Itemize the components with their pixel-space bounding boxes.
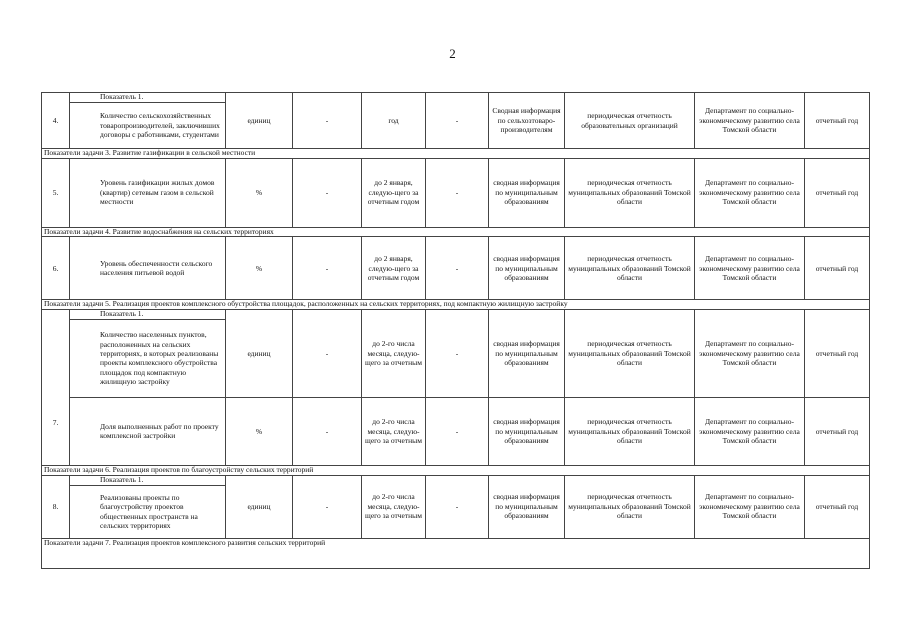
deadline: до 2-го числа месяца, следую-щего за отчетным bbox=[362, 475, 426, 538]
info-source: сводная информация по муниципальным образованиям bbox=[489, 397, 565, 465]
indicator-name: Уровень газификации жилых домов (квартир) сетевым газом в сельской местности bbox=[70, 158, 226, 227]
row-number: 4. bbox=[42, 93, 70, 149]
info-source: сводная информация по муниципальным образованиям bbox=[489, 237, 565, 300]
period: отчетный год bbox=[805, 158, 870, 227]
section-row bbox=[42, 149, 870, 159]
indicator-name: Количество населенных пунктов, расположенных на сельских территориях, в которых реализованы проекты комплексного обустройства площадок под компактную жилищную застройку bbox=[70, 319, 226, 397]
dash-cell: - bbox=[293, 158, 362, 227]
page-number: 2 bbox=[449, 46, 456, 61]
dash-cell: - bbox=[293, 237, 362, 300]
reporting-form: периодическая отчетность муниципальных образований Томской области bbox=[565, 397, 695, 465]
reporting-form: периодическая отчетность муниципальных образований Томской области bbox=[565, 237, 695, 300]
indicator-label: Показатель 1. bbox=[70, 309, 226, 319]
dash-cell: - bbox=[426, 237, 489, 300]
reporting-form: периодическая отчетность муниципальных образований Томской области bbox=[565, 309, 695, 397]
dash-cell: - bbox=[426, 475, 489, 538]
dash-cell: - bbox=[426, 309, 489, 397]
indicators-table bbox=[41, 92, 870, 569]
table-row bbox=[42, 158, 870, 227]
period: отчетный год bbox=[805, 475, 870, 538]
section-row bbox=[42, 227, 870, 237]
dash-cell: - bbox=[293, 475, 362, 538]
section-row bbox=[42, 300, 870, 310]
indicator-name: Количество сельскохозяйственных товаропроизводителей, заключивших договоры с работниками, студентами bbox=[70, 103, 226, 149]
info-source: сводная информация по муниципальным образованиям bbox=[489, 309, 565, 397]
row-number: 5. bbox=[42, 158, 70, 227]
deadline: год bbox=[362, 93, 426, 149]
section-title: Показатели задачи 4. Развитие водоснабжения на сельских территориях bbox=[42, 227, 870, 237]
section-title: Показатели задачи 3. Развитие газификации в сельской местности bbox=[42, 149, 870, 159]
dash-cell: - bbox=[426, 397, 489, 465]
info-source: Сводная информация по сельхозтоваро-производителям bbox=[489, 93, 565, 149]
dash-cell: - bbox=[426, 158, 489, 227]
responsible-department: Департамент по социально-экономическому развитию села Томской области bbox=[695, 309, 805, 397]
indicator-label: Показатель 1. bbox=[70, 475, 226, 485]
period: отчетный год bbox=[805, 309, 870, 397]
unit: % bbox=[226, 397, 293, 465]
table-row bbox=[42, 309, 870, 319]
row-number: 8. bbox=[42, 475, 70, 538]
unit: единиц bbox=[226, 309, 293, 397]
reporting-form: периодическая отчетность образовательных организаций bbox=[565, 93, 695, 149]
unit: единиц bbox=[226, 475, 293, 538]
section-row bbox=[42, 538, 870, 568]
row-number: 6. bbox=[42, 237, 70, 300]
section-title: Показатели задачи 7. Реализация проектов комплексного развития сельских территорий bbox=[42, 538, 870, 568]
info-source: сводная информация по муниципальным образованиям bbox=[489, 158, 565, 227]
responsible-department: Департамент по социально-экономическому развитию села Томской области bbox=[695, 475, 805, 538]
unit: % bbox=[226, 158, 293, 227]
responsible-department: Департамент по социально-экономическому развитию села Томской области bbox=[695, 158, 805, 227]
section-title: Показатели задачи 5. Реализация проектов комплексного обустройства площадок, расположенных на сельских территориях, под компактную жилищную застройку bbox=[42, 300, 870, 310]
indicator-name: Реализованы проекты по благоустройству проектов общественных пространств на сельских территориях bbox=[70, 485, 226, 538]
dash-cell: - bbox=[293, 397, 362, 465]
dash-cell: - bbox=[426, 93, 489, 149]
indicator-label: Показатель 1. bbox=[70, 93, 226, 103]
responsible-department: Департамент по социально-экономическому развитию села Томской области bbox=[695, 93, 805, 149]
table-row bbox=[42, 237, 870, 300]
period: отчетный год bbox=[805, 237, 870, 300]
dash-cell: - bbox=[293, 309, 362, 397]
section-title: Показатели задачи 6. Реализация проектов по благоустройству сельских территорий bbox=[42, 465, 870, 475]
period: отчетный год bbox=[805, 93, 870, 149]
row-number: 7. bbox=[42, 309, 70, 465]
period: отчетный год bbox=[805, 397, 870, 465]
section-row bbox=[42, 465, 870, 475]
reporting-form: периодическая отчетность муниципальных образований Томской области bbox=[565, 158, 695, 227]
unit: единиц bbox=[226, 93, 293, 149]
responsible-department: Департамент по социально-экономическому развитию села Томской области bbox=[695, 237, 805, 300]
deadline: до 2-го числа месяца, следую-щего за отчетным bbox=[362, 309, 426, 397]
deadline: до 2 января, следую-щего за отчетным годом bbox=[362, 237, 426, 300]
table-row bbox=[42, 93, 870, 103]
table-row bbox=[42, 397, 870, 465]
info-source: сводная информация по муниципальным образованиям bbox=[489, 475, 565, 538]
responsible-department: Департамент по социально-экономическому развитию села Томской области bbox=[695, 397, 805, 465]
indicator-name: Доля выполненных работ по проекту комплексной застройки bbox=[70, 397, 226, 465]
indicator-name: Уровень обеспеченности сельского населения питьевой водой bbox=[70, 237, 226, 300]
dash-cell: - bbox=[293, 93, 362, 149]
reporting-form: периодическая отчетность муниципальных образований Томской области bbox=[565, 475, 695, 538]
deadline: до 2 января, следую-щего за отчетным годом bbox=[362, 158, 426, 227]
deadline: до 2-го числа месяца, следую-щего за отчетным bbox=[362, 397, 426, 465]
unit: % bbox=[226, 237, 293, 300]
table-body bbox=[42, 93, 870, 569]
table-row bbox=[42, 475, 870, 485]
